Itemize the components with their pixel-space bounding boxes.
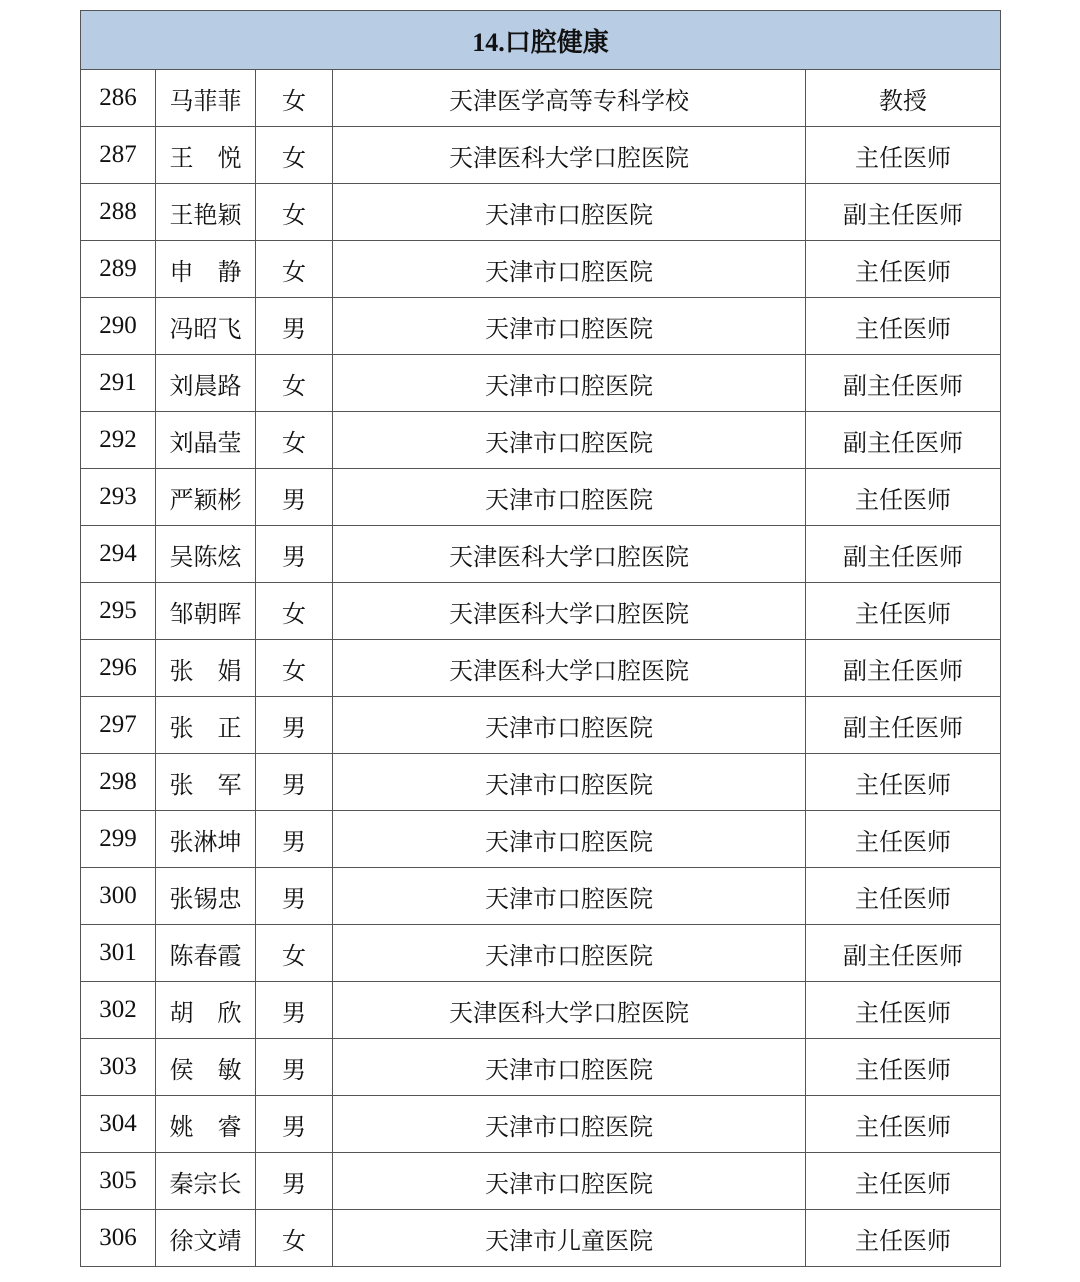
person-name: 冯昭飞	[156, 298, 256, 355]
professional-title: 主任医师	[806, 127, 1001, 184]
person-name: 张锡忠	[156, 868, 256, 925]
row-number: 293	[81, 469, 156, 526]
person-name: 侯 敏	[156, 1039, 256, 1096]
gender: 女	[256, 241, 333, 298]
professional-title: 副主任医师	[806, 925, 1001, 982]
organization: 天津医科大学口腔医院	[333, 640, 806, 697]
organization: 天津医科大学口腔医院	[333, 526, 806, 583]
table-row	[81, 526, 1001, 583]
person-name: 张 军	[156, 754, 256, 811]
gender: 男	[256, 1153, 333, 1210]
professional-title: 主任医师	[806, 868, 1001, 925]
professional-title: 副主任医师	[806, 412, 1001, 469]
row-number: 286	[81, 70, 156, 127]
table-row	[81, 355, 1001, 412]
gender: 男	[256, 697, 333, 754]
professional-title: 主任医师	[806, 469, 1001, 526]
row-number: 294	[81, 526, 156, 583]
row-number: 291	[81, 355, 156, 412]
person-name: 张 正	[156, 697, 256, 754]
gender: 男	[256, 469, 333, 526]
gender: 女	[256, 184, 333, 241]
professional-title: 副主任医师	[806, 697, 1001, 754]
table-row	[81, 1096, 1001, 1153]
professional-title: 副主任医师	[806, 640, 1001, 697]
organization: 天津市口腔医院	[333, 298, 806, 355]
professional-title: 主任医师	[806, 1210, 1001, 1267]
person-name: 徐文靖	[156, 1210, 256, 1267]
person-name: 张淋坤	[156, 811, 256, 868]
row-number: 295	[81, 583, 156, 640]
person-name: 刘晨路	[156, 355, 256, 412]
organization: 天津医学高等专科学校	[333, 70, 806, 127]
row-number: 297	[81, 697, 156, 754]
person-name: 陈春霞	[156, 925, 256, 982]
organization: 天津市口腔医院	[333, 412, 806, 469]
row-number: 290	[81, 298, 156, 355]
gender: 女	[256, 412, 333, 469]
table-row	[81, 70, 1001, 127]
person-name: 胡 欣	[156, 982, 256, 1039]
professional-title: 主任医师	[806, 754, 1001, 811]
organization: 天津市口腔医院	[333, 1039, 806, 1096]
person-name: 王艳颖	[156, 184, 256, 241]
professional-title: 副主任医师	[806, 526, 1001, 583]
person-name: 严颖彬	[156, 469, 256, 526]
organization: 天津市口腔医院	[333, 355, 806, 412]
organization: 天津市口腔医院	[333, 811, 806, 868]
table-row	[81, 127, 1001, 184]
professional-title: 主任医师	[806, 241, 1001, 298]
person-name: 刘晶莹	[156, 412, 256, 469]
organization: 天津市口腔医院	[333, 1153, 806, 1210]
organization: 天津市口腔医院	[333, 241, 806, 298]
gender: 男	[256, 982, 333, 1039]
table-row	[81, 241, 1001, 298]
person-name: 邹朝晖	[156, 583, 256, 640]
row-number: 306	[81, 1210, 156, 1267]
person-name: 张 娟	[156, 640, 256, 697]
person-name: 申 静	[156, 241, 256, 298]
professional-title: 主任医师	[806, 583, 1001, 640]
gender: 男	[256, 1096, 333, 1153]
row-number: 292	[81, 412, 156, 469]
gender: 女	[256, 1210, 333, 1267]
professional-title: 副主任医师	[806, 184, 1001, 241]
row-number: 301	[81, 925, 156, 982]
section-title: 14.口腔健康	[81, 11, 1001, 70]
row-number: 302	[81, 982, 156, 1039]
person-name: 马菲菲	[156, 70, 256, 127]
gender: 男	[256, 298, 333, 355]
table-row	[81, 1153, 1001, 1210]
row-number: 288	[81, 184, 156, 241]
table-row	[81, 184, 1001, 241]
row-number: 303	[81, 1039, 156, 1096]
gender: 女	[256, 925, 333, 982]
table-row	[81, 868, 1001, 925]
professional-title: 主任医师	[806, 1153, 1001, 1210]
row-number: 304	[81, 1096, 156, 1153]
row-number: 305	[81, 1153, 156, 1210]
table-row	[81, 469, 1001, 526]
table-row	[81, 697, 1001, 754]
gender: 女	[256, 127, 333, 184]
row-number: 300	[81, 868, 156, 925]
organization: 天津医科大学口腔医院	[333, 583, 806, 640]
professional-title: 主任医师	[806, 1039, 1001, 1096]
gender: 女	[256, 583, 333, 640]
gender: 男	[256, 811, 333, 868]
person-name: 秦宗长	[156, 1153, 256, 1210]
gender: 男	[256, 754, 333, 811]
professional-title: 副主任医师	[806, 355, 1001, 412]
organization: 天津市口腔医院	[333, 754, 806, 811]
table-row	[81, 640, 1001, 697]
organization: 天津市口腔医院	[333, 925, 806, 982]
gender: 男	[256, 1039, 333, 1096]
gender: 女	[256, 70, 333, 127]
professional-title: 主任医师	[806, 298, 1001, 355]
row-number: 296	[81, 640, 156, 697]
professional-title: 主任医师	[806, 811, 1001, 868]
section-header-row	[81, 11, 1001, 70]
organization: 天津市口腔医院	[333, 1096, 806, 1153]
gender: 女	[256, 640, 333, 697]
table-row	[81, 412, 1001, 469]
row-number: 299	[81, 811, 156, 868]
table-row	[81, 583, 1001, 640]
person-name: 吴陈炫	[156, 526, 256, 583]
organization: 天津市口腔医院	[333, 469, 806, 526]
table-row	[81, 754, 1001, 811]
organization: 天津市口腔医院	[333, 697, 806, 754]
row-number: 287	[81, 127, 156, 184]
organization: 天津市儿童医院	[333, 1210, 806, 1267]
organization: 天津医科大学口腔医院	[333, 127, 806, 184]
gender: 女	[256, 355, 333, 412]
professional-title: 主任医师	[806, 1096, 1001, 1153]
row-number: 298	[81, 754, 156, 811]
table-row	[81, 1039, 1001, 1096]
organization: 天津医科大学口腔医院	[333, 982, 806, 1039]
table-row	[81, 811, 1001, 868]
table-row	[81, 298, 1001, 355]
organization: 天津市口腔医院	[333, 868, 806, 925]
expert-list-table	[80, 10, 1001, 1267]
table-row	[81, 925, 1001, 982]
row-number: 289	[81, 241, 156, 298]
professional-title: 主任医师	[806, 982, 1001, 1039]
person-name: 姚 睿	[156, 1096, 256, 1153]
organization: 天津市口腔医院	[333, 184, 806, 241]
table-row	[81, 982, 1001, 1039]
table-row	[81, 1210, 1001, 1267]
person-name: 王 悦	[156, 127, 256, 184]
gender: 男	[256, 526, 333, 583]
gender: 男	[256, 868, 333, 925]
professional-title: 教授	[806, 70, 1001, 127]
